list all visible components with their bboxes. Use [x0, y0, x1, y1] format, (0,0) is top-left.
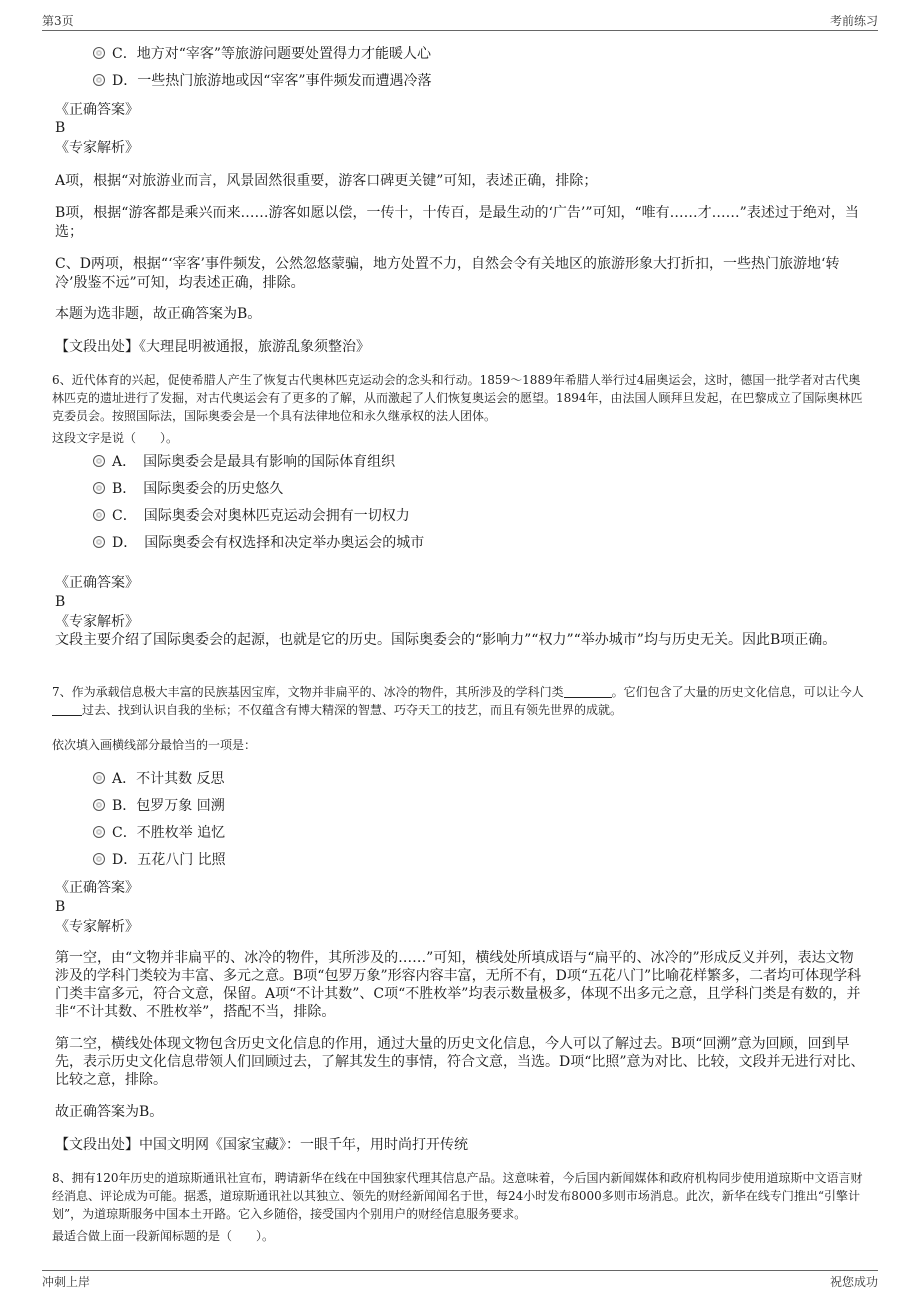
page-footer: [42, 1270, 878, 1290]
page-number: 第3页: [42, 14, 74, 28]
radio-icon[interactable]: [93, 799, 105, 811]
q5-analysis-a: A项，根据“对旅游业而言，风景固然很重要，游客口碑更关键”可知，表述正确，排除；: [55, 173, 598, 189]
q7-answer-label: 《正确答案》: [55, 880, 139, 896]
q6-option-c[interactable]: C． 国际奥委会对奥林匹克运动会拥有一切权力: [93, 506, 410, 526]
radio-icon[interactable]: [93, 455, 105, 467]
radio-icon[interactable]: [93, 47, 105, 59]
q6-analysis: 文段主要介绍了国际奥委会的起源，也就是它的历史。国际奥委会的“影响力”“权力”“举办城市”均与历史无关。因此B项正确。: [55, 632, 837, 648]
q6-option-b[interactable]: B． 国际奥委会的历史悠久: [93, 479, 283, 499]
footer-right: 祝您成功: [829, 1275, 878, 1289]
q7-source: 【文段出处】中国文明网《国家宝藏》：一眼千年，用时尚打开传统: [55, 1137, 468, 1153]
q5-analysis-b: B项，根据“游客都是乘兴而来……游客如愿以偿，一传十，十传百，是最生动的‘广告’”可知，“唯有……才……”表述过于绝对，当选；: [55, 205, 859, 240]
radio-icon[interactable]: [93, 826, 105, 838]
q8-stem: 8、拥有120年历史的道琼斯通讯社宣布，聘请新华在线在中国独家代理其信息产品。这意味着，今后国内新闻媒体和政府机构同步使用道琼斯中文语言财经消息、评论成为可能。据悉，道琼斯通讯社以其独立、领先的财经新闻闻名于世，每24小时发布8000多则市场消息。此次，新华在线专门推出“引擎计划”，为道琼斯服务中国本土开路。它入乡随俗，接受国内个别用户的财经信息服务要求。: [52, 1171, 863, 1221]
footer-left: 冲刺上岸: [42, 1275, 91, 1289]
q7-option-b[interactable]: B．包罗万象 回溯: [93, 796, 225, 816]
q5-source: 【文段出处】《大理昆明被通报，旅游乱象须整治》: [55, 339, 370, 355]
radio-icon[interactable]: [93, 482, 105, 494]
page-header: [42, 12, 878, 31]
radio-icon[interactable]: [93, 509, 105, 521]
q5-option-c[interactable]: C．地方对“宰客”等旅游问题要处置得力才能暖人心: [93, 44, 431, 64]
radio-icon[interactable]: [93, 536, 105, 548]
q5-answer: B: [55, 120, 66, 136]
q7-analysis-label: 《专家解析》: [55, 919, 139, 935]
q6-option-a[interactable]: A． 国际奥委会是最具有影响的国际体育组织: [93, 452, 395, 472]
q7-analysis-2: 第二空，横线处体现文物包含历史文化信息的作用，通过大量的历史文化信息，今人可以了解过去。B项“回溯”意为回顾，回到早先，表示历史文化信息带领人们回顾过去，了解其发生的事情，符合文意，当选。D项“比照”意为对比、比较，文段并无进行对比、比较之意，排除。: [55, 1036, 865, 1088]
q5-analysis-label: 《专家解析》: [55, 140, 139, 156]
header-title: 考前练习: [829, 14, 878, 28]
q7-answer: B: [55, 899, 66, 915]
q7-stem: 7、作为承载信息极大丰富的民族基因宝库，文物并非扁平的、冰冷的物件，其所涉及的学科门类 。它们包含了大量的历史文化信息，可以让今人过去、找到认识自我的坐标；不仅蕴含有博大精深的智慧、巧夺天工的技艺，而且有领先世界的成就。: [52, 685, 864, 717]
q7-conclusion: 故正确答案为B。: [55, 1104, 164, 1120]
q5-answer-label: 《正确答案》: [55, 102, 139, 118]
radio-icon[interactable]: [93, 853, 105, 865]
fill-blank-1: [564, 685, 612, 698]
q6-question: 这段文字是说（ ）。: [52, 431, 179, 445]
q8-question: 最适合做上面一段新闻标题的是（ ）。: [52, 1229, 275, 1243]
fill-blank-2: [52, 703, 82, 716]
q5-conclusion: 本题为选非题，故正确答案为B。: [55, 306, 262, 322]
q7-analysis-1: 第一空，由“文物并非扁平的、冰冷的物件，其所涉及的……”可知，横线处所填成语与“扁平的、冰冷的”形成反义并列，表达文物涉及的学科门类较为丰富、多元之意。B项“包罗万象”形容内容丰富，无所不有，D项“五花八门”比喻花样繁多，二者均可体现学科门类丰富多元，符合文意，保留。A项“不计其数”、C项“不胜枚举”均表示数量极多，体现不出多元之意，且学科门类是有数的，并非“不计其数、不胜枚举”，搭配不当，排除。: [55, 950, 862, 1020]
q6-stem: 6、近代体育的兴起，促使希腊人产生了恢复古代奥林匹克运动会的念头和行动。1859～1889年希腊人举行过4届奥运会，这时，德国一批学者对古代奥林匹克的遗址进行了发掘，对古代奥运会有了更多的了解，从而激起了人们恢复奥运会的愿望。1894年，由法国人顾拜旦发起，在巴黎成立了国际奥林匹克委员会。按照国际法，国际奥委会是一个具有法律地位和永久继承权的法人团体。: [52, 373, 863, 423]
q6-answer-label: 《正确答案》: [55, 575, 139, 591]
q7-question: 依次填入画横线部分最恰当的一项是：: [52, 738, 257, 752]
q6-analysis-label: 《专家解析》: [55, 614, 139, 630]
q6-option-d[interactable]: D． 国际奥委会有权选择和决定举办奥运会的城市: [93, 533, 424, 553]
q6-answer: B: [55, 594, 66, 610]
q7-option-a[interactable]: A．不计其数 反思: [93, 769, 225, 789]
q7-option-c[interactable]: C．不胜枚举 追忆: [93, 823, 225, 843]
q5-analysis-cd: C、D两项，根据“‘宰客’事件频发，公然忽悠蒙骗，地方处置不力，自然会令有关地区的旅游形象大打折扣，一些热门旅游地‘转冷’殷鉴不远”可知，均表述正确，排除。: [55, 256, 840, 291]
q7-option-d[interactable]: D．五花八门 比照: [93, 850, 226, 870]
radio-icon[interactable]: [93, 74, 105, 86]
radio-icon[interactable]: [93, 772, 105, 784]
q5-option-d[interactable]: D．一些热门旅游地或因“宰客”事件频发而遭遇冷落: [93, 71, 432, 91]
